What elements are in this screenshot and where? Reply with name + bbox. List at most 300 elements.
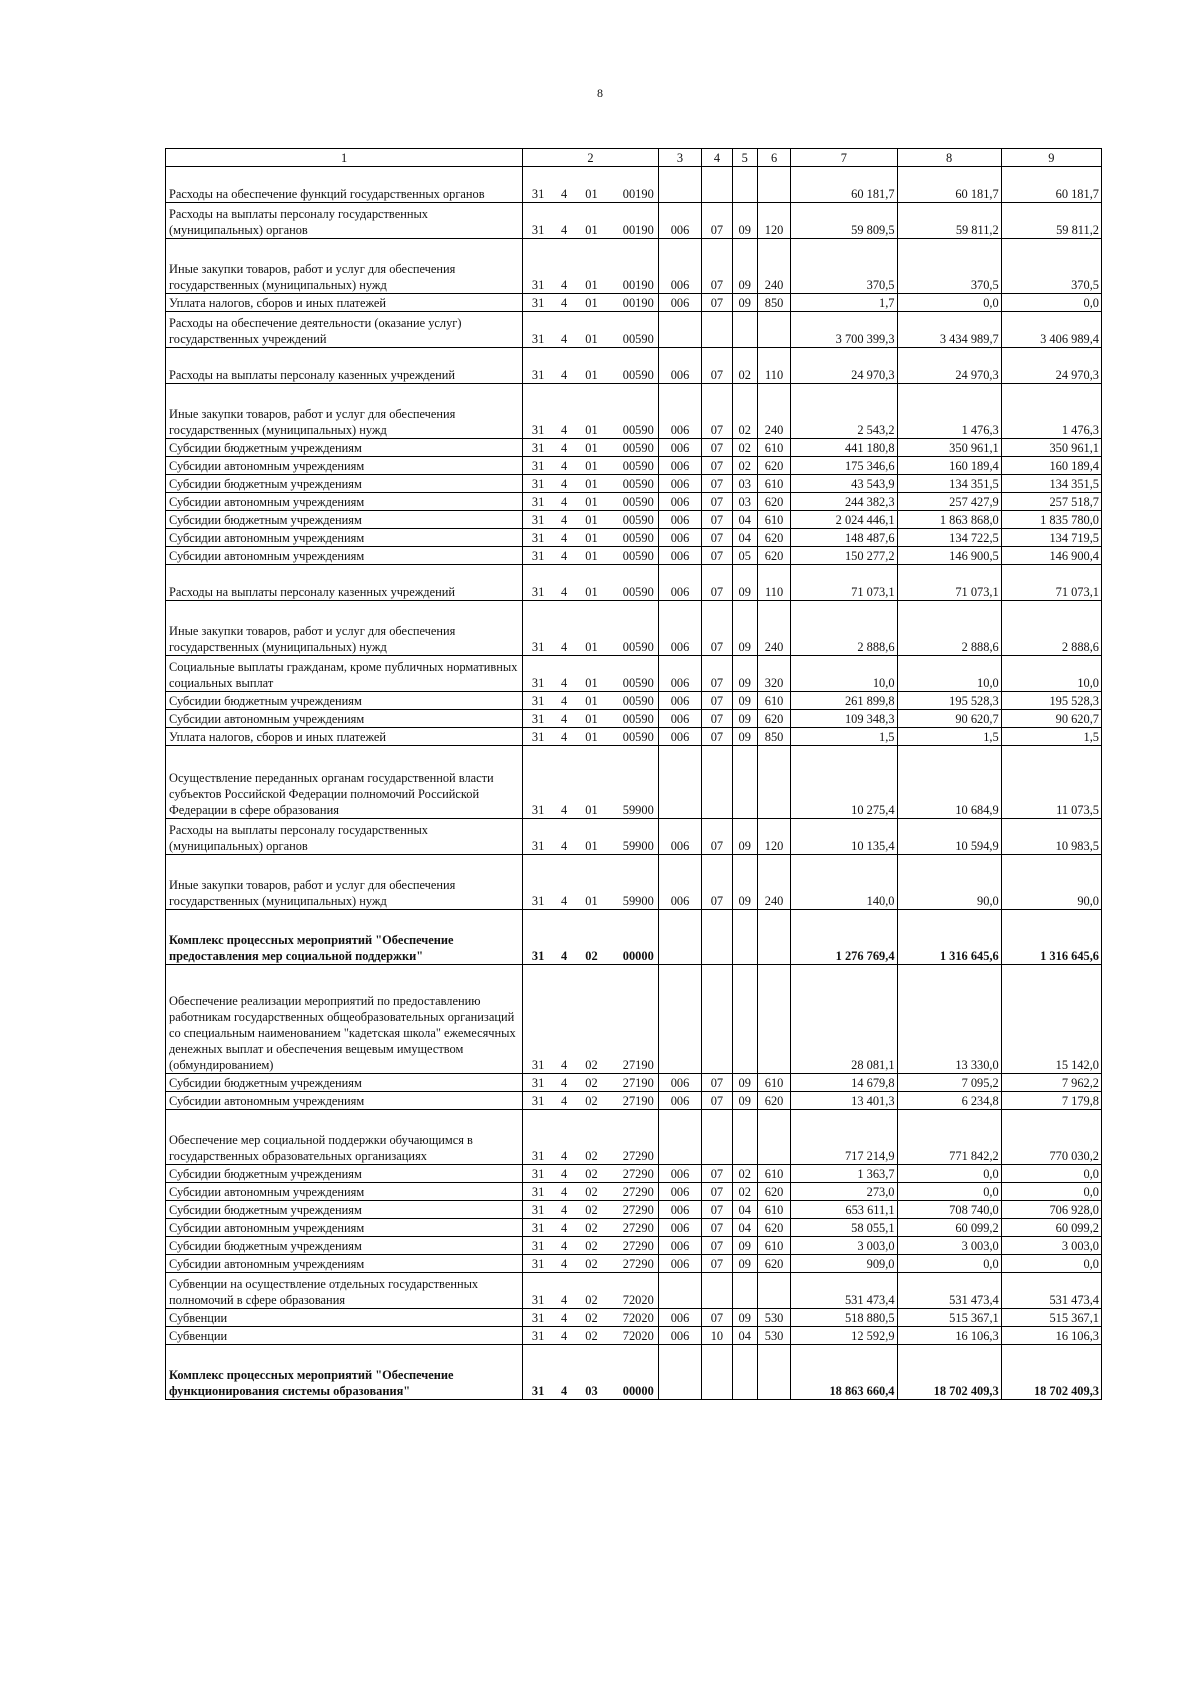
- ministry-code-cell: 006: [658, 439, 702, 457]
- amount-col-7-cell: 2 888,6: [791, 601, 897, 656]
- amount-col-7-cell: 58 055,1: [791, 1219, 897, 1237]
- expense-type-cell: 620: [757, 1183, 790, 1201]
- group-code-cell: 02: [575, 910, 607, 965]
- expense-type-cell: 610: [757, 1237, 790, 1255]
- program-code-cell: 31: [523, 1345, 553, 1400]
- program-code-cell: 31: [523, 1074, 553, 1092]
- amount-col-8-cell: 195 528,3: [897, 692, 1001, 710]
- amount-col-7-cell: 909,0: [791, 1255, 897, 1273]
- expense-type-cell: 240: [757, 384, 790, 439]
- amount-col-7-cell: 150 277,2: [791, 547, 897, 565]
- amount-col-7-cell: 261 899,8: [791, 692, 897, 710]
- table-row: [166, 348, 1102, 384]
- subsection-code-cell: [732, 746, 757, 819]
- direction-code-cell: 00590: [608, 312, 659, 348]
- expense-type-cell: 240: [757, 239, 790, 294]
- direction-code-cell: 00190: [608, 203, 659, 239]
- group-code-cell: 01: [575, 457, 607, 475]
- row-name-cell: Субсидии автономным учреждениям: [166, 1092, 523, 1110]
- direction-code-cell: 27290: [608, 1183, 659, 1201]
- direction-code-cell: 00590: [608, 692, 659, 710]
- amount-col-9-cell: 60 181,7: [1001, 167, 1101, 203]
- subprogram-code-cell: 4: [553, 1183, 575, 1201]
- subsection-code-cell: 05: [732, 547, 757, 565]
- amount-col-8-cell: 16 106,3: [897, 1327, 1001, 1345]
- program-code-cell: 31: [523, 312, 553, 348]
- program-code-cell: 31: [523, 746, 553, 819]
- program-code-cell: 31: [523, 656, 553, 692]
- amount-col-8-cell: 13 330,0: [897, 965, 1001, 1074]
- amount-col-7-cell: 12 592,9: [791, 1327, 897, 1345]
- ministry-code-cell: 006: [658, 457, 702, 475]
- row-name-cell: Социальные выплаты гражданам, кроме публичных нормативных социальных выплат: [166, 656, 523, 692]
- table-row: [166, 1165, 1102, 1183]
- program-code-cell: 31: [523, 1309, 553, 1327]
- row-name-cell: Субвенции на осуществление отдельных государственных полномочий в сфере образования: [166, 1273, 523, 1309]
- header-col-3: 3: [658, 149, 702, 167]
- expense-type-cell: 610: [757, 511, 790, 529]
- section-code-cell: 07: [702, 547, 732, 565]
- ministry-code-cell: 006: [658, 294, 702, 312]
- amount-col-8-cell: 18 702 409,3: [897, 1345, 1001, 1400]
- program-code-cell: 31: [523, 529, 553, 547]
- table-row: [166, 1074, 1102, 1092]
- group-code-cell: 02: [575, 1201, 607, 1219]
- subsection-code-cell: [732, 167, 757, 203]
- section-code-cell: 07: [702, 1183, 732, 1201]
- group-code-cell: 01: [575, 312, 607, 348]
- row-name-cell: Субсидии автономным учреждениям: [166, 457, 523, 475]
- subprogram-code-cell: 4: [553, 439, 575, 457]
- section-code-cell: 07: [702, 601, 732, 656]
- program-code-cell: 31: [523, 294, 553, 312]
- amount-col-7-cell: 14 679,8: [791, 1074, 897, 1092]
- amount-col-8-cell: 0,0: [897, 294, 1001, 312]
- ministry-code-cell: 006: [658, 384, 702, 439]
- expense-type-cell: 120: [757, 819, 790, 855]
- amount-col-9-cell: 134 351,5: [1001, 475, 1101, 493]
- section-code-cell: 07: [702, 1309, 732, 1327]
- group-code-cell: 02: [575, 1273, 607, 1309]
- group-code-cell: 01: [575, 529, 607, 547]
- subprogram-code-cell: 4: [553, 1219, 575, 1237]
- direction-code-cell: 00590: [608, 529, 659, 547]
- section-code-cell: 07: [702, 384, 732, 439]
- table-row: [166, 1183, 1102, 1201]
- section-code-cell: 07: [702, 457, 732, 475]
- ministry-code-cell: 006: [658, 1327, 702, 1345]
- direction-code-cell: 59900: [608, 855, 659, 910]
- subprogram-code-cell: 4: [553, 728, 575, 746]
- direction-code-cell: 00590: [608, 601, 659, 656]
- program-code-cell: 31: [523, 348, 553, 384]
- subprogram-code-cell: 4: [553, 529, 575, 547]
- subprogram-code-cell: 4: [553, 746, 575, 819]
- amount-col-8-cell: 10,0: [897, 656, 1001, 692]
- amount-col-7-cell: 148 487,6: [791, 529, 897, 547]
- table-row: [166, 965, 1102, 1074]
- group-code-cell: 02: [575, 1110, 607, 1165]
- expense-type-cell: 620: [757, 457, 790, 475]
- subprogram-code-cell: 4: [553, 855, 575, 910]
- ministry-code-cell: 006: [658, 1165, 702, 1183]
- amount-col-9-cell: 1 476,3: [1001, 384, 1101, 439]
- subsection-code-cell: 04: [732, 1219, 757, 1237]
- table-row: [166, 710, 1102, 728]
- table-body: [166, 167, 1102, 1400]
- section-code-cell: 07: [702, 1219, 732, 1237]
- subprogram-code-cell: 4: [553, 965, 575, 1074]
- ministry-code-cell: 006: [658, 1183, 702, 1201]
- group-code-cell: 02: [575, 1327, 607, 1345]
- amount-col-8-cell: 90,0: [897, 855, 1001, 910]
- amount-col-7-cell: 518 880,5: [791, 1309, 897, 1327]
- amount-col-7-cell: 1 276 769,4: [791, 910, 897, 965]
- row-name-cell: Субвенции: [166, 1327, 523, 1345]
- direction-code-cell: 00590: [608, 384, 659, 439]
- row-name-cell: Иные закупки товаров, работ и услуг для обеспечения государственных (муниципальных) нужд: [166, 239, 523, 294]
- amount-col-9-cell: 60 099,2: [1001, 1219, 1101, 1237]
- row-name-cell: Расходы на выплаты персоналу государственных (муниципальных) органов: [166, 203, 523, 239]
- amount-col-8-cell: 60 181,7: [897, 167, 1001, 203]
- amount-col-9-cell: 24 970,3: [1001, 348, 1101, 384]
- direction-code-cell: 27290: [608, 1110, 659, 1165]
- table-row: [166, 1273, 1102, 1309]
- program-code-cell: 31: [523, 1237, 553, 1255]
- group-code-cell: 01: [575, 384, 607, 439]
- expense-type-cell: 530: [757, 1327, 790, 1345]
- ministry-code-cell: 006: [658, 601, 702, 656]
- table-row: [166, 203, 1102, 239]
- header-col-7: 7: [791, 149, 897, 167]
- section-code-cell: 07: [702, 475, 732, 493]
- group-code-cell: 01: [575, 710, 607, 728]
- amount-col-9-cell: 1 316 645,6: [1001, 910, 1101, 965]
- expense-type-cell: 240: [757, 601, 790, 656]
- row-name-cell: Субсидии автономным учреждениям: [166, 1183, 523, 1201]
- program-code-cell: 31: [523, 565, 553, 601]
- amount-col-7-cell: 370,5: [791, 239, 897, 294]
- ministry-code-cell: [658, 1273, 702, 1309]
- section-code-cell: 10: [702, 1327, 732, 1345]
- group-code-cell: 02: [575, 1237, 607, 1255]
- direction-code-cell: 00190: [608, 294, 659, 312]
- program-code-cell: 31: [523, 475, 553, 493]
- amount-col-9-cell: 0,0: [1001, 294, 1101, 312]
- amount-col-8-cell: 90 620,7: [897, 710, 1001, 728]
- ministry-code-cell: 006: [658, 1092, 702, 1110]
- group-code-cell: 02: [575, 1309, 607, 1327]
- table-row: [166, 294, 1102, 312]
- ministry-code-cell: [658, 965, 702, 1074]
- direction-code-cell: 00590: [608, 710, 659, 728]
- group-code-cell: 01: [575, 239, 607, 294]
- amount-col-8-cell: 0,0: [897, 1183, 1001, 1201]
- direction-code-cell: 00590: [608, 475, 659, 493]
- subsection-code-cell: [732, 1273, 757, 1309]
- program-code-cell: 31: [523, 167, 553, 203]
- ministry-code-cell: 006: [658, 493, 702, 511]
- section-code-cell: 07: [702, 493, 732, 511]
- ministry-code-cell: 006: [658, 203, 702, 239]
- group-code-cell: 01: [575, 348, 607, 384]
- program-code-cell: 31: [523, 439, 553, 457]
- table-row: [166, 855, 1102, 910]
- amount-col-9-cell: 18 702 409,3: [1001, 1345, 1101, 1400]
- direction-code-cell: 00590: [608, 511, 659, 529]
- program-code-cell: 31: [523, 457, 553, 475]
- amount-col-7-cell: 717 214,9: [791, 1110, 897, 1165]
- expense-type-cell: [757, 1273, 790, 1309]
- expense-type-cell: 320: [757, 656, 790, 692]
- ministry-code-cell: 006: [658, 1255, 702, 1273]
- amount-col-7-cell: 13 401,3: [791, 1092, 897, 1110]
- subsection-code-cell: [732, 1345, 757, 1400]
- amount-col-7-cell: 24 970,3: [791, 348, 897, 384]
- group-code-cell: 01: [575, 203, 607, 239]
- header-col-2: 2: [523, 149, 659, 167]
- table-row: [166, 475, 1102, 493]
- subsection-code-cell: 09: [732, 1237, 757, 1255]
- table-row: [166, 167, 1102, 203]
- program-code-cell: 31: [523, 728, 553, 746]
- amount-col-7-cell: 175 346,6: [791, 457, 897, 475]
- row-name-cell: Субсидии бюджетным учреждениям: [166, 511, 523, 529]
- amount-col-8-cell: 2 888,6: [897, 601, 1001, 656]
- subsection-code-cell: 09: [732, 855, 757, 910]
- ministry-code-cell: 006: [658, 475, 702, 493]
- amount-col-8-cell: 370,5: [897, 239, 1001, 294]
- table-row: [166, 1110, 1102, 1165]
- amount-col-7-cell: 244 382,3: [791, 493, 897, 511]
- table-row: [166, 819, 1102, 855]
- program-code-cell: 31: [523, 511, 553, 529]
- amount-col-8-cell: 350 961,1: [897, 439, 1001, 457]
- section-code-cell: [702, 965, 732, 1074]
- group-code-cell: 01: [575, 819, 607, 855]
- subprogram-code-cell: 4: [553, 167, 575, 203]
- amount-col-8-cell: 3 003,0: [897, 1237, 1001, 1255]
- direction-code-cell: 00590: [608, 547, 659, 565]
- expense-type-cell: 620: [757, 1219, 790, 1237]
- program-code-cell: 31: [523, 710, 553, 728]
- table-row: [166, 910, 1102, 965]
- subprogram-code-cell: 4: [553, 1110, 575, 1165]
- subsection-code-cell: 09: [732, 294, 757, 312]
- group-code-cell: 01: [575, 746, 607, 819]
- expense-type-cell: 610: [757, 1201, 790, 1219]
- subsection-code-cell: [732, 312, 757, 348]
- amount-col-7-cell: 2 024 446,1: [791, 511, 897, 529]
- row-name-cell: Субсидии бюджетным учреждениям: [166, 1165, 523, 1183]
- subprogram-code-cell: 4: [553, 239, 575, 294]
- amount-col-7-cell: 1,5: [791, 728, 897, 746]
- section-code-cell: 07: [702, 565, 732, 601]
- amount-col-8-cell: 134 722,5: [897, 529, 1001, 547]
- expense-type-cell: 530: [757, 1309, 790, 1327]
- subsection-code-cell: 09: [732, 710, 757, 728]
- expense-type-cell: 620: [757, 529, 790, 547]
- subsection-code-cell: 09: [732, 239, 757, 294]
- header-col-8: 8: [897, 149, 1001, 167]
- row-name-cell: Осуществление переданных органам государственной власти субъектов Российской Федерации полномочий Российской Федерации в сфере образования: [166, 746, 523, 819]
- subsection-code-cell: 09: [732, 203, 757, 239]
- group-code-cell: 02: [575, 1255, 607, 1273]
- amount-col-8-cell: 0,0: [897, 1165, 1001, 1183]
- subsection-code-cell: 02: [732, 1165, 757, 1183]
- subprogram-code-cell: 4: [553, 1237, 575, 1255]
- expense-type-cell: 110: [757, 565, 790, 601]
- direction-code-cell: 00590: [608, 656, 659, 692]
- subprogram-code-cell: 4: [553, 1273, 575, 1309]
- group-code-cell: 02: [575, 1183, 607, 1201]
- program-code-cell: 31: [523, 692, 553, 710]
- row-name-cell: Иные закупки товаров, работ и услуг для обеспечения государственных (муниципальных) нужд: [166, 384, 523, 439]
- amount-col-9-cell: 770 030,2: [1001, 1110, 1101, 1165]
- expense-type-cell: [757, 746, 790, 819]
- expense-type-cell: 610: [757, 439, 790, 457]
- direction-code-cell: 27190: [608, 1092, 659, 1110]
- subsection-code-cell: 04: [732, 1327, 757, 1345]
- amount-col-9-cell: 0,0: [1001, 1183, 1101, 1201]
- table-row: [166, 493, 1102, 511]
- group-code-cell: 01: [575, 493, 607, 511]
- direction-code-cell: 27290: [608, 1219, 659, 1237]
- section-code-cell: 07: [702, 1092, 732, 1110]
- amount-col-9-cell: 3 003,0: [1001, 1237, 1101, 1255]
- expense-type-cell: 610: [757, 1165, 790, 1183]
- subsection-code-cell: 09: [732, 1092, 757, 1110]
- section-code-cell: [702, 746, 732, 819]
- row-name-cell: Уплата налогов, сборов и иных платежей: [166, 294, 523, 312]
- subprogram-code-cell: 4: [553, 1092, 575, 1110]
- ministry-code-cell: [658, 312, 702, 348]
- expense-type-cell: [757, 965, 790, 1074]
- subsection-code-cell: 09: [732, 728, 757, 746]
- subsection-code-cell: 04: [732, 529, 757, 547]
- group-code-cell: 01: [575, 439, 607, 457]
- amount-col-8-cell: 1,5: [897, 728, 1001, 746]
- subprogram-code-cell: 4: [553, 1165, 575, 1183]
- amount-col-8-cell: 515 367,1: [897, 1309, 1001, 1327]
- expense-type-cell: 120: [757, 203, 790, 239]
- ministry-code-cell: [658, 1345, 702, 1400]
- table-row: [166, 692, 1102, 710]
- amount-col-7-cell: 10 275,4: [791, 746, 897, 819]
- table-row: [166, 1237, 1102, 1255]
- amount-col-7-cell: 531 473,4: [791, 1273, 897, 1309]
- group-code-cell: 01: [575, 565, 607, 601]
- subprogram-code-cell: 4: [553, 910, 575, 965]
- expense-type-cell: [757, 1110, 790, 1165]
- amount-col-7-cell: 71 073,1: [791, 565, 897, 601]
- amount-col-7-cell: 273,0: [791, 1183, 897, 1201]
- header-col-4: 4: [702, 149, 732, 167]
- group-code-cell: 01: [575, 692, 607, 710]
- group-code-cell: 03: [575, 1345, 607, 1400]
- amount-col-8-cell: 0,0: [897, 1255, 1001, 1273]
- header-row: [166, 149, 1102, 167]
- subsection-code-cell: 03: [732, 475, 757, 493]
- amount-col-9-cell: 90,0: [1001, 855, 1101, 910]
- section-code-cell: 07: [702, 656, 732, 692]
- section-code-cell: 07: [702, 1255, 732, 1273]
- expense-type-cell: 610: [757, 1074, 790, 1092]
- table-row: [166, 656, 1102, 692]
- row-name-cell: Обеспечение мер социальной поддержки обучающимся в государственных образовательных организациях: [166, 1110, 523, 1165]
- subsection-code-cell: 02: [732, 1183, 757, 1201]
- amount-col-8-cell: 146 900,5: [897, 547, 1001, 565]
- table-row: [166, 728, 1102, 746]
- amount-col-8-cell: 7 095,2: [897, 1074, 1001, 1092]
- direction-code-cell: 00590: [608, 728, 659, 746]
- program-code-cell: 31: [523, 203, 553, 239]
- table-row: [166, 1201, 1102, 1219]
- amount-col-9-cell: 706 928,0: [1001, 1201, 1101, 1219]
- program-code-cell: 31: [523, 1092, 553, 1110]
- amount-col-7-cell: 1,7: [791, 294, 897, 312]
- row-name-cell: Субсидии автономным учреждениям: [166, 547, 523, 565]
- section-code-cell: 07: [702, 819, 732, 855]
- subprogram-code-cell: 4: [553, 1255, 575, 1273]
- amount-col-7-cell: 43 543,9: [791, 475, 897, 493]
- ministry-code-cell: 006: [658, 1074, 702, 1092]
- row-name-cell: Субсидии бюджетным учреждениям: [166, 475, 523, 493]
- amount-col-8-cell: 1 476,3: [897, 384, 1001, 439]
- ministry-code-cell: [658, 1110, 702, 1165]
- group-code-cell: 01: [575, 656, 607, 692]
- amount-col-7-cell: 653 611,1: [791, 1201, 897, 1219]
- row-name-cell: Субвенции: [166, 1309, 523, 1327]
- row-name-cell: Субсидии бюджетным учреждениям: [166, 1237, 523, 1255]
- direction-code-cell: 72020: [608, 1327, 659, 1345]
- subprogram-code-cell: 4: [553, 511, 575, 529]
- program-code-cell: 31: [523, 1273, 553, 1309]
- amount-col-8-cell: 3 434 989,7: [897, 312, 1001, 348]
- table-row: [166, 1327, 1102, 1345]
- subprogram-code-cell: 4: [553, 384, 575, 439]
- group-code-cell: 02: [575, 965, 607, 1074]
- program-code-cell: 31: [523, 1255, 553, 1273]
- amount-col-7-cell: 18 863 660,4: [791, 1345, 897, 1400]
- amount-col-9-cell: 2 888,6: [1001, 601, 1101, 656]
- subsection-code-cell: 09: [732, 656, 757, 692]
- subprogram-code-cell: 4: [553, 692, 575, 710]
- ministry-code-cell: [658, 910, 702, 965]
- subprogram-code-cell: 4: [553, 710, 575, 728]
- expense-type-cell: 620: [757, 547, 790, 565]
- table-row: [166, 384, 1102, 439]
- subprogram-code-cell: 4: [553, 565, 575, 601]
- subsection-code-cell: 09: [732, 692, 757, 710]
- budget-table: [165, 148, 1102, 1400]
- subsection-code-cell: 02: [732, 457, 757, 475]
- amount-col-7-cell: 28 081,1: [791, 965, 897, 1074]
- ministry-code-cell: 006: [658, 728, 702, 746]
- row-name-cell: Иные закупки товаров, работ и услуг для обеспечения государственных (муниципальных) нужд: [166, 601, 523, 656]
- section-code-cell: [702, 1273, 732, 1309]
- subsection-code-cell: [732, 1110, 757, 1165]
- amount-col-9-cell: 1,5: [1001, 728, 1101, 746]
- expense-type-cell: 610: [757, 692, 790, 710]
- amount-col-7-cell: 10 135,4: [791, 819, 897, 855]
- expense-type-cell: [757, 910, 790, 965]
- row-name-cell: Субсидии бюджетным учреждениям: [166, 692, 523, 710]
- program-code-cell: 31: [523, 1110, 553, 1165]
- expense-type-cell: 610: [757, 475, 790, 493]
- header-col-6: 6: [757, 149, 790, 167]
- group-code-cell: 01: [575, 167, 607, 203]
